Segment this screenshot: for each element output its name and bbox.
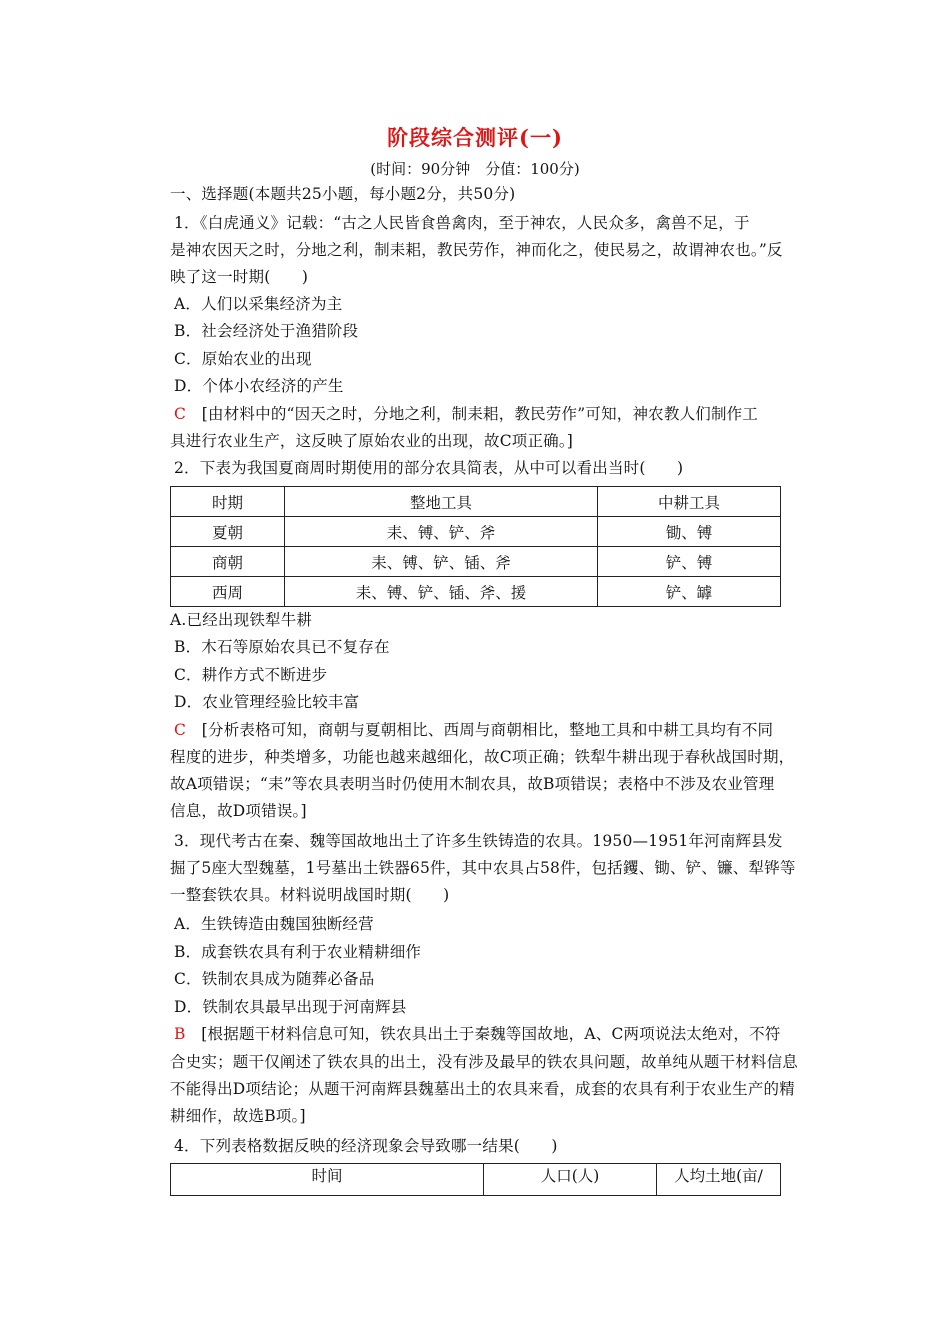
q3-explanation-line-1: B [根据题干材料信息可知，铁农具出土于秦魏等国故地，A、C两项说法太绝对，不符 — [174, 1025, 781, 1043]
q2-explanation-line-2: 程度的进步，种类增多，功能也越来越细化，故C项正确；铁犁牛耕出现于春秋战国时期， — [170, 748, 795, 766]
table-cell: 夏朝 — [171, 517, 285, 547]
table-row — [171, 577, 781, 607]
table-row — [171, 547, 781, 577]
q1-option-a: A．人们以采集经济为主 — [174, 295, 343, 313]
table-header-row — [171, 487, 781, 517]
q1-option-d: D．个体小农经济的产生 — [174, 377, 344, 395]
table-cell: 商朝 — [171, 547, 285, 577]
q3-explanation-line-4: 耕细作，故选B项。] — [170, 1107, 306, 1125]
q3-answer: B — [174, 1025, 186, 1043]
table-cell: 耒、镈、铲、斧 — [285, 517, 598, 547]
q3-option-a: A．生铁铸造由魏国独断经营 — [174, 915, 374, 933]
q3-stem-line-2: 掘了5座大型魏墓，1号墓出土铁器65件，其中农具占58件，包括钁、锄、铲、镰、犁铧等 — [170, 859, 796, 877]
q3-stem-line-1: 3．现代考古在秦、魏等国故地出土了许多生铁铸造的农具。1950—1951年河南辉县发 — [174, 832, 783, 850]
table-cell: 铲、镈 — [598, 547, 781, 577]
table-header-cell: 时间 — [171, 1164, 484, 1196]
q3-explanation-line-2: 合史实；题干仅阐述了铁农具的出土，没有涉及最早的铁农具问题，故单纯从题干材料信息 — [170, 1053, 799, 1071]
q1-stem-line-3: 映了这一时期( ) — [170, 268, 309, 286]
q2-option-a: A.已经出现铁犁牛耕 — [170, 611, 313, 629]
q1-stem-line-1: 1．《白虎通义》记载：“古之人民皆食兽禽肉，至于神农，人民众多，禽兽不足，于 — [174, 214, 750, 232]
q2-explanation-line-3: 故A项错误；“耒”等农具表明当时仍使用木制农具，故B项错误；表格中不涉及农业管理 — [170, 775, 775, 793]
table-header-cell: 人口(人) — [484, 1164, 657, 1196]
q2-tools-table — [170, 486, 781, 607]
q3-explanation-line-3: 不能得出D项结论；从题干河南辉县魏墓出土的农具来看，成套的农具有利于农业生产的精 — [170, 1080, 795, 1098]
table-row — [171, 517, 781, 547]
table-cell: 铲、罅 — [598, 577, 781, 607]
q1-answer: C — [174, 405, 187, 423]
q1-stem-line-2: 是神农因天之时，分地之利，制耒耜，教民劳作，神而化之，使民易之，故谓神农也。”反 — [170, 241, 783, 259]
q1-option-b: B．社会经济处于渔猎阶段 — [174, 322, 359, 340]
page-title: 阶段综合测评(一) — [387, 125, 563, 150]
q2-answer: C — [174, 721, 187, 739]
table-cell: 西周 — [171, 577, 285, 607]
exam-info: (时间：90分钟 分值：100分) — [370, 160, 580, 178]
q2-option-b: B．木石等原始农具已不复存在 — [174, 638, 390, 656]
table-cell: 耒、镈、铲、锸、斧 — [285, 547, 598, 577]
q2-stem: 2．下表为我国夏商周时期使用的部分农具简表，从中可以看出当时( ) — [174, 459, 684, 477]
q1-explanation-line-1: C [由材料中的“因天之时，分地之利，制耒耜，教民劳作”可知，神农教人们制作工 — [174, 405, 759, 423]
table-header-cell: 整地工具 — [285, 487, 598, 517]
q3-stem-line-3: 一整套铁农具。材料说明战国时期( ) — [170, 886, 450, 904]
q3-option-b: B．成套铁农具有利于农业精耕细作 — [174, 943, 422, 961]
q4-data-table — [170, 1163, 781, 1196]
section-heading: 一、选择题(本题共25小题，每小题2分，共50分) — [170, 185, 516, 203]
q2-option-d: D．农业管理经验比较丰富 — [174, 693, 360, 711]
table-cell: 耒、镈、铲、锸、斧、援 — [285, 577, 598, 607]
q4-stem: 4．下列表格数据反映的经济现象会导致哪一结果( ) — [174, 1137, 558, 1155]
q2-explanation-line-4: 信息，故D项错误。] — [170, 802, 307, 820]
table-header-row — [171, 1164, 781, 1196]
q3-option-d: D．铁制农具最早出现于河南辉县 — [174, 998, 407, 1016]
q1-option-c: C．原始农业的出现 — [174, 350, 312, 368]
q1-explanation-line-2: 具进行农业生产，这反映了原始农业的出现，故C项正确。] — [170, 432, 574, 450]
q2-option-c: C．耕作方式不断进步 — [174, 666, 328, 684]
q2-explanation-line-1: C [分析表格可知，商朝与夏朝相比、西周与商朝相比，整地工具和中耕工具均有不同 — [174, 721, 774, 739]
table-header-cell: 中耕工具 — [598, 487, 781, 517]
table-header-cell: 时期 — [171, 487, 285, 517]
q3-option-c: C．铁制农具成为随葬必备品 — [174, 970, 375, 988]
table-header-cell: 人均土地(亩/ — [657, 1164, 781, 1196]
table-cell: 锄、镈 — [598, 517, 781, 547]
